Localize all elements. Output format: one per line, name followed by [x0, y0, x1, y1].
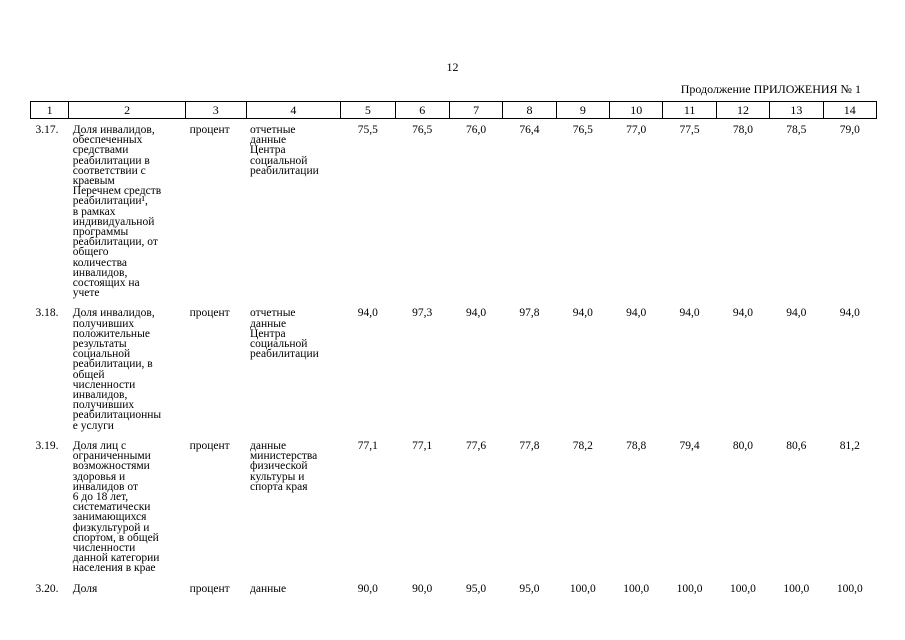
cell-line: программы: [72, 226, 129, 239]
cell-line: инвалидов от: [72, 480, 138, 493]
value-cell: 94,0: [679, 307, 700, 320]
cell-line: возможностями: [72, 460, 150, 473]
value-cell: 94,0: [839, 307, 860, 320]
value-cell: 94,0: [732, 307, 754, 320]
cell-line: данной категории: [72, 552, 160, 565]
value-cell: 77,6: [466, 439, 487, 452]
cell-line: отчетные: [250, 307, 296, 320]
value-cell: 94,0: [572, 307, 593, 320]
value-cell: 79,0: [839, 124, 860, 136]
cell-line: данные: [250, 134, 287, 147]
cell-line: инвалидов,: [72, 266, 128, 279]
cell-line: здоровья и: [72, 470, 126, 483]
cell-line: общей: [72, 368, 105, 381]
value-cell: 78,2: [572, 439, 593, 452]
value-cell: 100,0: [569, 582, 596, 595]
cell-line: физкультурой и: [72, 521, 150, 534]
cell-line: численности: [72, 378, 136, 391]
table-row: [31, 308, 877, 440]
value-cell: 77,1: [357, 439, 378, 452]
cell-line: спортом, в общей: [72, 531, 159, 544]
value-cell: 81,2: [839, 439, 860, 452]
value-cell: 94,0: [786, 307, 807, 320]
cell-line: получивших: [72, 317, 135, 330]
cell-line: занимающихся: [72, 511, 147, 524]
column-number-cell: 9: [556, 102, 609, 119]
cell-line: средствами: [72, 144, 129, 157]
cell-line: населения в крае: [72, 562, 156, 575]
row-number: 3.19.: [35, 439, 59, 452]
unit-cell: процент: [189, 439, 230, 452]
cell-line: количества: [72, 256, 127, 269]
cell-line: е услуги: [72, 419, 114, 432]
column-number-cell: 1: [31, 102, 69, 119]
column-number-cell: 6: [395, 102, 449, 119]
cell-line: соответствии с: [72, 164, 146, 177]
cell-line: ограниченными: [72, 450, 151, 463]
cell-line: систематически: [72, 501, 151, 514]
column-number-cell: 12: [716, 102, 769, 119]
appendix-caption: Продолжение ПРИЛОЖЕНИЯ № 1: [680, 82, 861, 96]
source-cell: [246, 119, 341, 309]
value-cell: 100,0: [836, 582, 863, 595]
cell-line: данные: [250, 582, 287, 595]
value-cell: 94,0: [466, 307, 487, 320]
value-cell: 76,0: [466, 124, 487, 136]
cell-line: учете: [72, 287, 100, 300]
cell-line: положительные: [72, 327, 150, 340]
column-number-cell: 7: [449, 102, 502, 119]
column-number-cell: 10: [610, 102, 663, 119]
value-cell: 97,3: [412, 307, 433, 320]
value-cell: 100,0: [623, 582, 650, 595]
value-cell: 80,6: [786, 439, 807, 452]
value-cell: 77,8: [519, 439, 540, 452]
cell-line: реабилитации: [250, 348, 319, 361]
cell-line: общего: [72, 246, 109, 259]
column-number-cell: 13: [770, 102, 823, 119]
cell-line: обеспеченных: [72, 134, 143, 147]
cell-line: получивших: [72, 399, 135, 412]
cell-line: социальной: [72, 348, 131, 361]
cell-line: отчетные: [250, 124, 296, 136]
column-number-row: [31, 102, 877, 119]
indicators-table: [30, 101, 877, 604]
value-cell: 76,5: [572, 124, 593, 136]
cell-line: Доля: [72, 582, 98, 595]
value-cell: 77,5: [679, 124, 700, 136]
value-cell: 100,0: [676, 582, 703, 595]
value-cell: 78,8: [626, 439, 647, 452]
cell-line: культуры и: [250, 470, 305, 483]
value-cell: 97,8: [519, 307, 540, 320]
row-number: 3.20.: [35, 582, 59, 595]
cell-line: реабилитационны: [72, 409, 162, 422]
cell-line: реабилитации¹,: [72, 195, 148, 208]
value-cell: 79,4: [679, 439, 700, 452]
column-number-cell: 2: [69, 102, 186, 119]
cell-line: данные: [250, 317, 287, 330]
cell-line: реабилитации, в: [72, 358, 153, 371]
value-cell: 90,0: [412, 582, 433, 595]
cell-line: Центра: [250, 327, 286, 340]
page-number: 12: [446, 60, 459, 74]
indicator-name: [69, 584, 186, 604]
value-cell: 90,0: [357, 582, 378, 595]
cell-line: реабилитации в: [72, 154, 150, 167]
cell-line: результаты: [72, 338, 127, 351]
cell-line: Перечнем средств: [72, 185, 162, 198]
column-number-cell: 3: [186, 102, 246, 119]
cell-line: 6 до 18 лет,: [72, 490, 129, 503]
column-number-cell: 4: [246, 102, 341, 119]
value-cell: 78,0: [732, 124, 754, 136]
cell-line: индивидуальной: [72, 215, 155, 228]
table-row: [31, 441, 877, 584]
cell-line: спорта края: [250, 480, 308, 493]
table-row: [31, 119, 877, 309]
cell-line: краевым: [72, 175, 115, 188]
source-cell: [246, 308, 341, 440]
value-cell: 78,5: [786, 124, 807, 136]
cell-line: Доля инвалидов,: [72, 124, 155, 136]
value-cell: 100,0: [783, 582, 810, 595]
cell-line: Доля инвалидов,: [72, 307, 155, 320]
source-cell: [246, 441, 341, 584]
cell-line: реабилитации, от: [72, 236, 158, 249]
column-number-cell: 5: [341, 102, 395, 119]
value-cell: 77,1: [412, 439, 433, 452]
value-cell: 100,0: [730, 582, 756, 595]
indicator-name: [69, 441, 186, 584]
cell-line: министерства: [250, 450, 318, 463]
value-cell: 75,5: [357, 124, 378, 136]
value-cell: 77,0: [626, 124, 647, 136]
cell-line: численности: [72, 541, 136, 554]
cell-line: реабилитации: [250, 164, 319, 177]
value-cell: 76,4: [519, 124, 540, 136]
value-cell: 95,0: [466, 582, 487, 595]
value-cell: 95,0: [519, 582, 540, 595]
value-cell: 80,0: [732, 439, 754, 452]
cell-line: состоящих на: [72, 277, 140, 290]
value-cell: 76,5: [412, 124, 433, 136]
value-cell: 94,0: [626, 307, 647, 320]
cell-line: физической: [250, 460, 308, 473]
cell-line: Центра: [250, 144, 286, 157]
cell-line: социальной: [250, 338, 308, 351]
cell-line: инвалидов,: [72, 389, 128, 402]
unit-cell: процент: [189, 124, 230, 136]
table-row: [31, 584, 877, 604]
unit-cell: процент: [189, 307, 230, 320]
cell-line: данные: [250, 439, 287, 452]
unit-cell: процент: [189, 582, 230, 595]
column-number-cell: 11: [663, 102, 716, 119]
cell-line: Доля лиц с: [72, 439, 127, 452]
column-number-cell: 8: [503, 102, 556, 119]
cell-line: социальной: [250, 154, 308, 167]
source-cell: [246, 584, 341, 604]
indicator-name: [69, 308, 186, 440]
value-cell: 94,0: [357, 307, 378, 320]
cell-line: в рамках: [72, 205, 116, 218]
row-number: 3.18.: [35, 307, 59, 320]
indicator-name: [69, 119, 186, 309]
row-number: 3.17.: [35, 124, 59, 136]
column-number-cell: 14: [823, 102, 876, 119]
